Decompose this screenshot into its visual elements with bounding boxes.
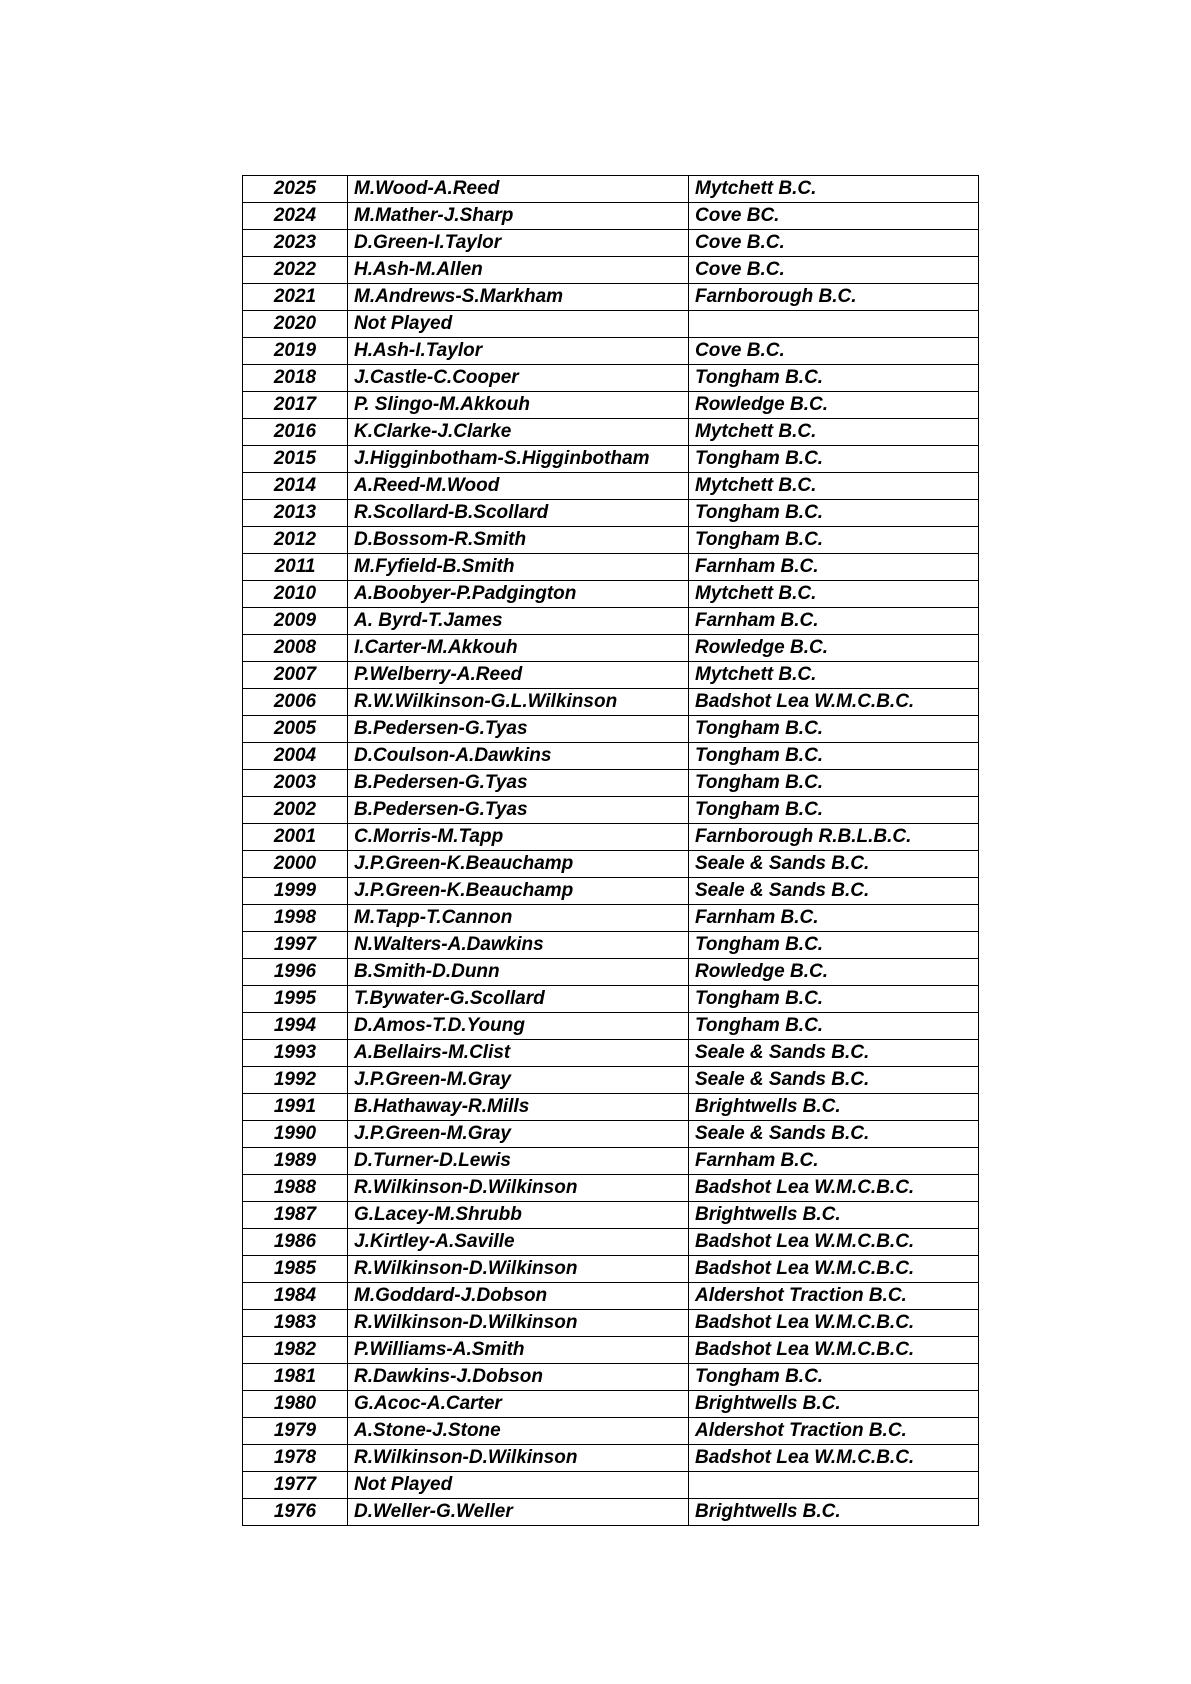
club-cell: Seale & Sands B.C. [689, 1040, 979, 1067]
table-row [243, 230, 979, 257]
pair-cell: A.Boobyer-P.Padgington [348, 581, 689, 608]
pair-cell: D.Weller-G.Weller [348, 1499, 689, 1526]
table-row [243, 419, 979, 446]
pair-cell: R.W.Wilkinson-G.L.Wilkinson [348, 689, 689, 716]
table-row [243, 581, 979, 608]
year-cell: 2006 [243, 689, 348, 716]
pair-cell: T.Bywater-G.Scollard [348, 986, 689, 1013]
table-row [243, 1040, 979, 1067]
table-row [243, 1445, 979, 1472]
pair-cell: G.Lacey-M.Shrubb [348, 1202, 689, 1229]
table-row [243, 311, 979, 338]
club-cell: Tongham B.C. [689, 743, 979, 770]
table-row [243, 1202, 979, 1229]
table-row [243, 473, 979, 500]
club-cell: Badshot Lea W.M.C.B.C. [689, 689, 979, 716]
table-row [243, 824, 979, 851]
year-cell: 2021 [243, 284, 348, 311]
pair-cell: J.Castle-C.Cooper [348, 365, 689, 392]
club-cell: Badshot Lea W.M.C.B.C. [689, 1445, 979, 1472]
club-cell: Brightwells B.C. [689, 1094, 979, 1121]
table-row [243, 1094, 979, 1121]
club-cell: Tongham B.C. [689, 1013, 979, 1040]
club-cell: Mytchett B.C. [689, 419, 979, 446]
club-cell [689, 1472, 979, 1499]
club-cell: Badshot Lea W.M.C.B.C. [689, 1229, 979, 1256]
table-row [243, 689, 979, 716]
table-row [243, 1229, 979, 1256]
year-cell: 1976 [243, 1499, 348, 1526]
table-row [243, 392, 979, 419]
year-cell: 1978 [243, 1445, 348, 1472]
year-cell: 2012 [243, 527, 348, 554]
year-cell: 2014 [243, 473, 348, 500]
club-cell: Seale & Sands B.C. [689, 878, 979, 905]
year-cell: 2000 [243, 851, 348, 878]
year-cell: 1988 [243, 1175, 348, 1202]
table-row [243, 770, 979, 797]
year-cell: 2015 [243, 446, 348, 473]
pair-cell: D.Amos-T.D.Young [348, 1013, 689, 1040]
pair-cell: R.Wilkinson-D.Wilkinson [348, 1445, 689, 1472]
year-cell: 2003 [243, 770, 348, 797]
table-row [243, 1121, 979, 1148]
year-cell: 1977 [243, 1472, 348, 1499]
table-row [243, 176, 979, 203]
club-cell: Farnborough R.B.L.B.C. [689, 824, 979, 851]
table-row [243, 1283, 979, 1310]
club-cell: Farnham B.C. [689, 554, 979, 581]
year-cell: 1979 [243, 1418, 348, 1445]
pair-cell: J.P.Green-K.Beauchamp [348, 851, 689, 878]
pair-cell: A.Bellairs-M.Clist [348, 1040, 689, 1067]
club-cell: Cove B.C. [689, 338, 979, 365]
club-cell: Tongham B.C. [689, 716, 979, 743]
year-cell: 1992 [243, 1067, 348, 1094]
club-cell: Brightwells B.C. [689, 1202, 979, 1229]
year-cell: 2001 [243, 824, 348, 851]
year-cell: 2011 [243, 554, 348, 581]
pair-cell: B.Pedersen-G.Tyas [348, 797, 689, 824]
pair-cell: Not Played [348, 311, 689, 338]
pair-cell: B.Smith-D.Dunn [348, 959, 689, 986]
table-row [243, 1175, 979, 1202]
table-row [243, 1310, 979, 1337]
pair-cell: D.Bossom-R.Smith [348, 527, 689, 554]
table-row [243, 257, 979, 284]
year-cell: 2010 [243, 581, 348, 608]
year-cell: 2002 [243, 797, 348, 824]
club-cell: Tongham B.C. [689, 446, 979, 473]
table-row [243, 635, 979, 662]
year-cell: 2023 [243, 230, 348, 257]
year-cell: 2005 [243, 716, 348, 743]
club-cell: Tongham B.C. [689, 986, 979, 1013]
year-cell: 2009 [243, 608, 348, 635]
year-cell: 1980 [243, 1391, 348, 1418]
table-row [243, 986, 979, 1013]
pair-cell: Not Played [348, 1472, 689, 1499]
year-cell: 1995 [243, 986, 348, 1013]
pair-cell: D.Coulson-A.Dawkins [348, 743, 689, 770]
club-cell: Farnham B.C. [689, 905, 979, 932]
club-cell: Brightwells B.C. [689, 1391, 979, 1418]
table-row [243, 1256, 979, 1283]
table-row [243, 500, 979, 527]
pair-cell: R.Dawkins-J.Dobson [348, 1364, 689, 1391]
table-row [243, 1391, 979, 1418]
table-row [243, 1499, 979, 1526]
year-cell: 2013 [243, 500, 348, 527]
year-cell: 2004 [243, 743, 348, 770]
year-cell: 1984 [243, 1283, 348, 1310]
table-row [243, 905, 979, 932]
club-cell: Seale & Sands B.C. [689, 1121, 979, 1148]
year-cell: 2016 [243, 419, 348, 446]
pair-cell: C.Morris-M.Tapp [348, 824, 689, 851]
table-row [243, 851, 979, 878]
table-row [243, 203, 979, 230]
club-cell: Mytchett B.C. [689, 662, 979, 689]
winners-table [242, 175, 979, 1526]
club-cell: Farnborough B.C. [689, 284, 979, 311]
pair-cell: J.Kirtley-A.Saville [348, 1229, 689, 1256]
pair-cell: D.Green-I.Taylor [348, 230, 689, 257]
year-cell: 1986 [243, 1229, 348, 1256]
year-cell: 1993 [243, 1040, 348, 1067]
club-cell: Mytchett B.C. [689, 176, 979, 203]
pair-cell: H.Ash-I.Taylor [348, 338, 689, 365]
pair-cell: B.Pedersen-G.Tyas [348, 716, 689, 743]
club-cell: Cove BC. [689, 203, 979, 230]
pair-cell: B.Pedersen-G.Tyas [348, 770, 689, 797]
table-row [243, 797, 979, 824]
year-cell: 2024 [243, 203, 348, 230]
pair-cell: M.Andrews-S.Markham [348, 284, 689, 311]
table-row [243, 743, 979, 770]
pair-cell: I.Carter-M.Akkouh [348, 635, 689, 662]
club-cell: Badshot Lea W.M.C.B.C. [689, 1310, 979, 1337]
pair-cell: R.Wilkinson-D.Wilkinson [348, 1256, 689, 1283]
table-row [243, 1067, 979, 1094]
table-row [243, 1013, 979, 1040]
table-row [243, 959, 979, 986]
year-cell: 1998 [243, 905, 348, 932]
pair-cell: N.Walters-A.Dawkins [348, 932, 689, 959]
club-cell: Tongham B.C. [689, 770, 979, 797]
club-cell: Seale & Sands B.C. [689, 1067, 979, 1094]
pair-cell: M.Mather-J.Sharp [348, 203, 689, 230]
year-cell: 1985 [243, 1256, 348, 1283]
table-row [243, 1472, 979, 1499]
club-cell: Badshot Lea W.M.C.B.C. [689, 1337, 979, 1364]
club-cell: Tongham B.C. [689, 527, 979, 554]
pair-cell: P. Slingo-M.Akkouh [348, 392, 689, 419]
year-cell: 1983 [243, 1310, 348, 1337]
club-cell: Tongham B.C. [689, 932, 979, 959]
club-cell: Aldershot Traction B.C. [689, 1283, 979, 1310]
pair-cell: R.Wilkinson-D.Wilkinson [348, 1175, 689, 1202]
club-cell: Mytchett B.C. [689, 473, 979, 500]
table-row [243, 1364, 979, 1391]
table-row [243, 446, 979, 473]
club-cell: Aldershot Traction B.C. [689, 1418, 979, 1445]
pair-cell: M.Wood-A.Reed [348, 176, 689, 203]
table-row [243, 1418, 979, 1445]
pair-cell: A. Byrd-T.James [348, 608, 689, 635]
year-cell: 2020 [243, 311, 348, 338]
year-cell: 1999 [243, 878, 348, 905]
pair-cell: P.Williams-A.Smith [348, 1337, 689, 1364]
year-cell: 2007 [243, 662, 348, 689]
pair-cell: K.Clarke-J.Clarke [348, 419, 689, 446]
club-cell: Rowledge B.C. [689, 959, 979, 986]
year-cell: 2019 [243, 338, 348, 365]
pair-cell: M.Goddard-J.Dobson [348, 1283, 689, 1310]
club-cell: Rowledge B.C. [689, 635, 979, 662]
year-cell: 1989 [243, 1148, 348, 1175]
pair-cell: G.Acoc-A.Carter [348, 1391, 689, 1418]
table-row [243, 284, 979, 311]
table-row [243, 1148, 979, 1175]
year-cell: 2017 [243, 392, 348, 419]
pair-cell: A.Stone-J.Stone [348, 1418, 689, 1445]
club-cell: Tongham B.C. [689, 797, 979, 824]
club-cell: Tongham B.C. [689, 365, 979, 392]
pair-cell: M.Fyfield-B.Smith [348, 554, 689, 581]
year-cell: 1982 [243, 1337, 348, 1364]
year-cell: 2022 [243, 257, 348, 284]
year-cell: 1997 [243, 932, 348, 959]
club-cell: Cove B.C. [689, 230, 979, 257]
club-cell: Cove B.C. [689, 257, 979, 284]
pair-cell: J.P.Green-M.Gray [348, 1121, 689, 1148]
club-cell: Farnham B.C. [689, 1148, 979, 1175]
club-cell: Rowledge B.C. [689, 392, 979, 419]
year-cell: 1981 [243, 1364, 348, 1391]
pair-cell: A.Reed-M.Wood [348, 473, 689, 500]
club-cell: Badshot Lea W.M.C.B.C. [689, 1175, 979, 1202]
table-row [243, 1337, 979, 1364]
club-cell: Mytchett B.C. [689, 581, 979, 608]
club-cell: Brightwells B.C. [689, 1499, 979, 1526]
table-row [243, 932, 979, 959]
table-row [243, 527, 979, 554]
table-row [243, 878, 979, 905]
year-cell: 2008 [243, 635, 348, 662]
year-cell: 2018 [243, 365, 348, 392]
table-row [243, 338, 979, 365]
pair-cell: J.P.Green-K.Beauchamp [348, 878, 689, 905]
pair-cell: M.Tapp-T.Cannon [348, 905, 689, 932]
club-cell: Tongham B.C. [689, 500, 979, 527]
pair-cell: R.Scollard-B.Scollard [348, 500, 689, 527]
club-cell: Tongham B.C. [689, 1364, 979, 1391]
pair-cell: R.Wilkinson-D.Wilkinson [348, 1310, 689, 1337]
table-row [243, 365, 979, 392]
year-cell: 1990 [243, 1121, 348, 1148]
pair-cell: P.Welberry-A.Reed [348, 662, 689, 689]
winners-table-body [243, 176, 979, 1526]
year-cell: 1987 [243, 1202, 348, 1229]
pair-cell: J.P.Green-M.Gray [348, 1067, 689, 1094]
club-cell [689, 311, 979, 338]
table-row [243, 716, 979, 743]
club-cell: Seale & Sands B.C. [689, 851, 979, 878]
year-cell: 2025 [243, 176, 348, 203]
pair-cell: J.Higginbotham-S.Higginbotham [348, 446, 689, 473]
table-row [243, 608, 979, 635]
year-cell: 1991 [243, 1094, 348, 1121]
pair-cell: B.Hathaway-R.Mills [348, 1094, 689, 1121]
club-cell: Farnham B.C. [689, 608, 979, 635]
table-row [243, 554, 979, 581]
club-cell: Badshot Lea W.M.C.B.C. [689, 1256, 979, 1283]
table-row [243, 662, 979, 689]
year-cell: 1994 [243, 1013, 348, 1040]
pair-cell: H.Ash-M.Allen [348, 257, 689, 284]
year-cell: 1996 [243, 959, 348, 986]
pair-cell: D.Turner-D.Lewis [348, 1148, 689, 1175]
